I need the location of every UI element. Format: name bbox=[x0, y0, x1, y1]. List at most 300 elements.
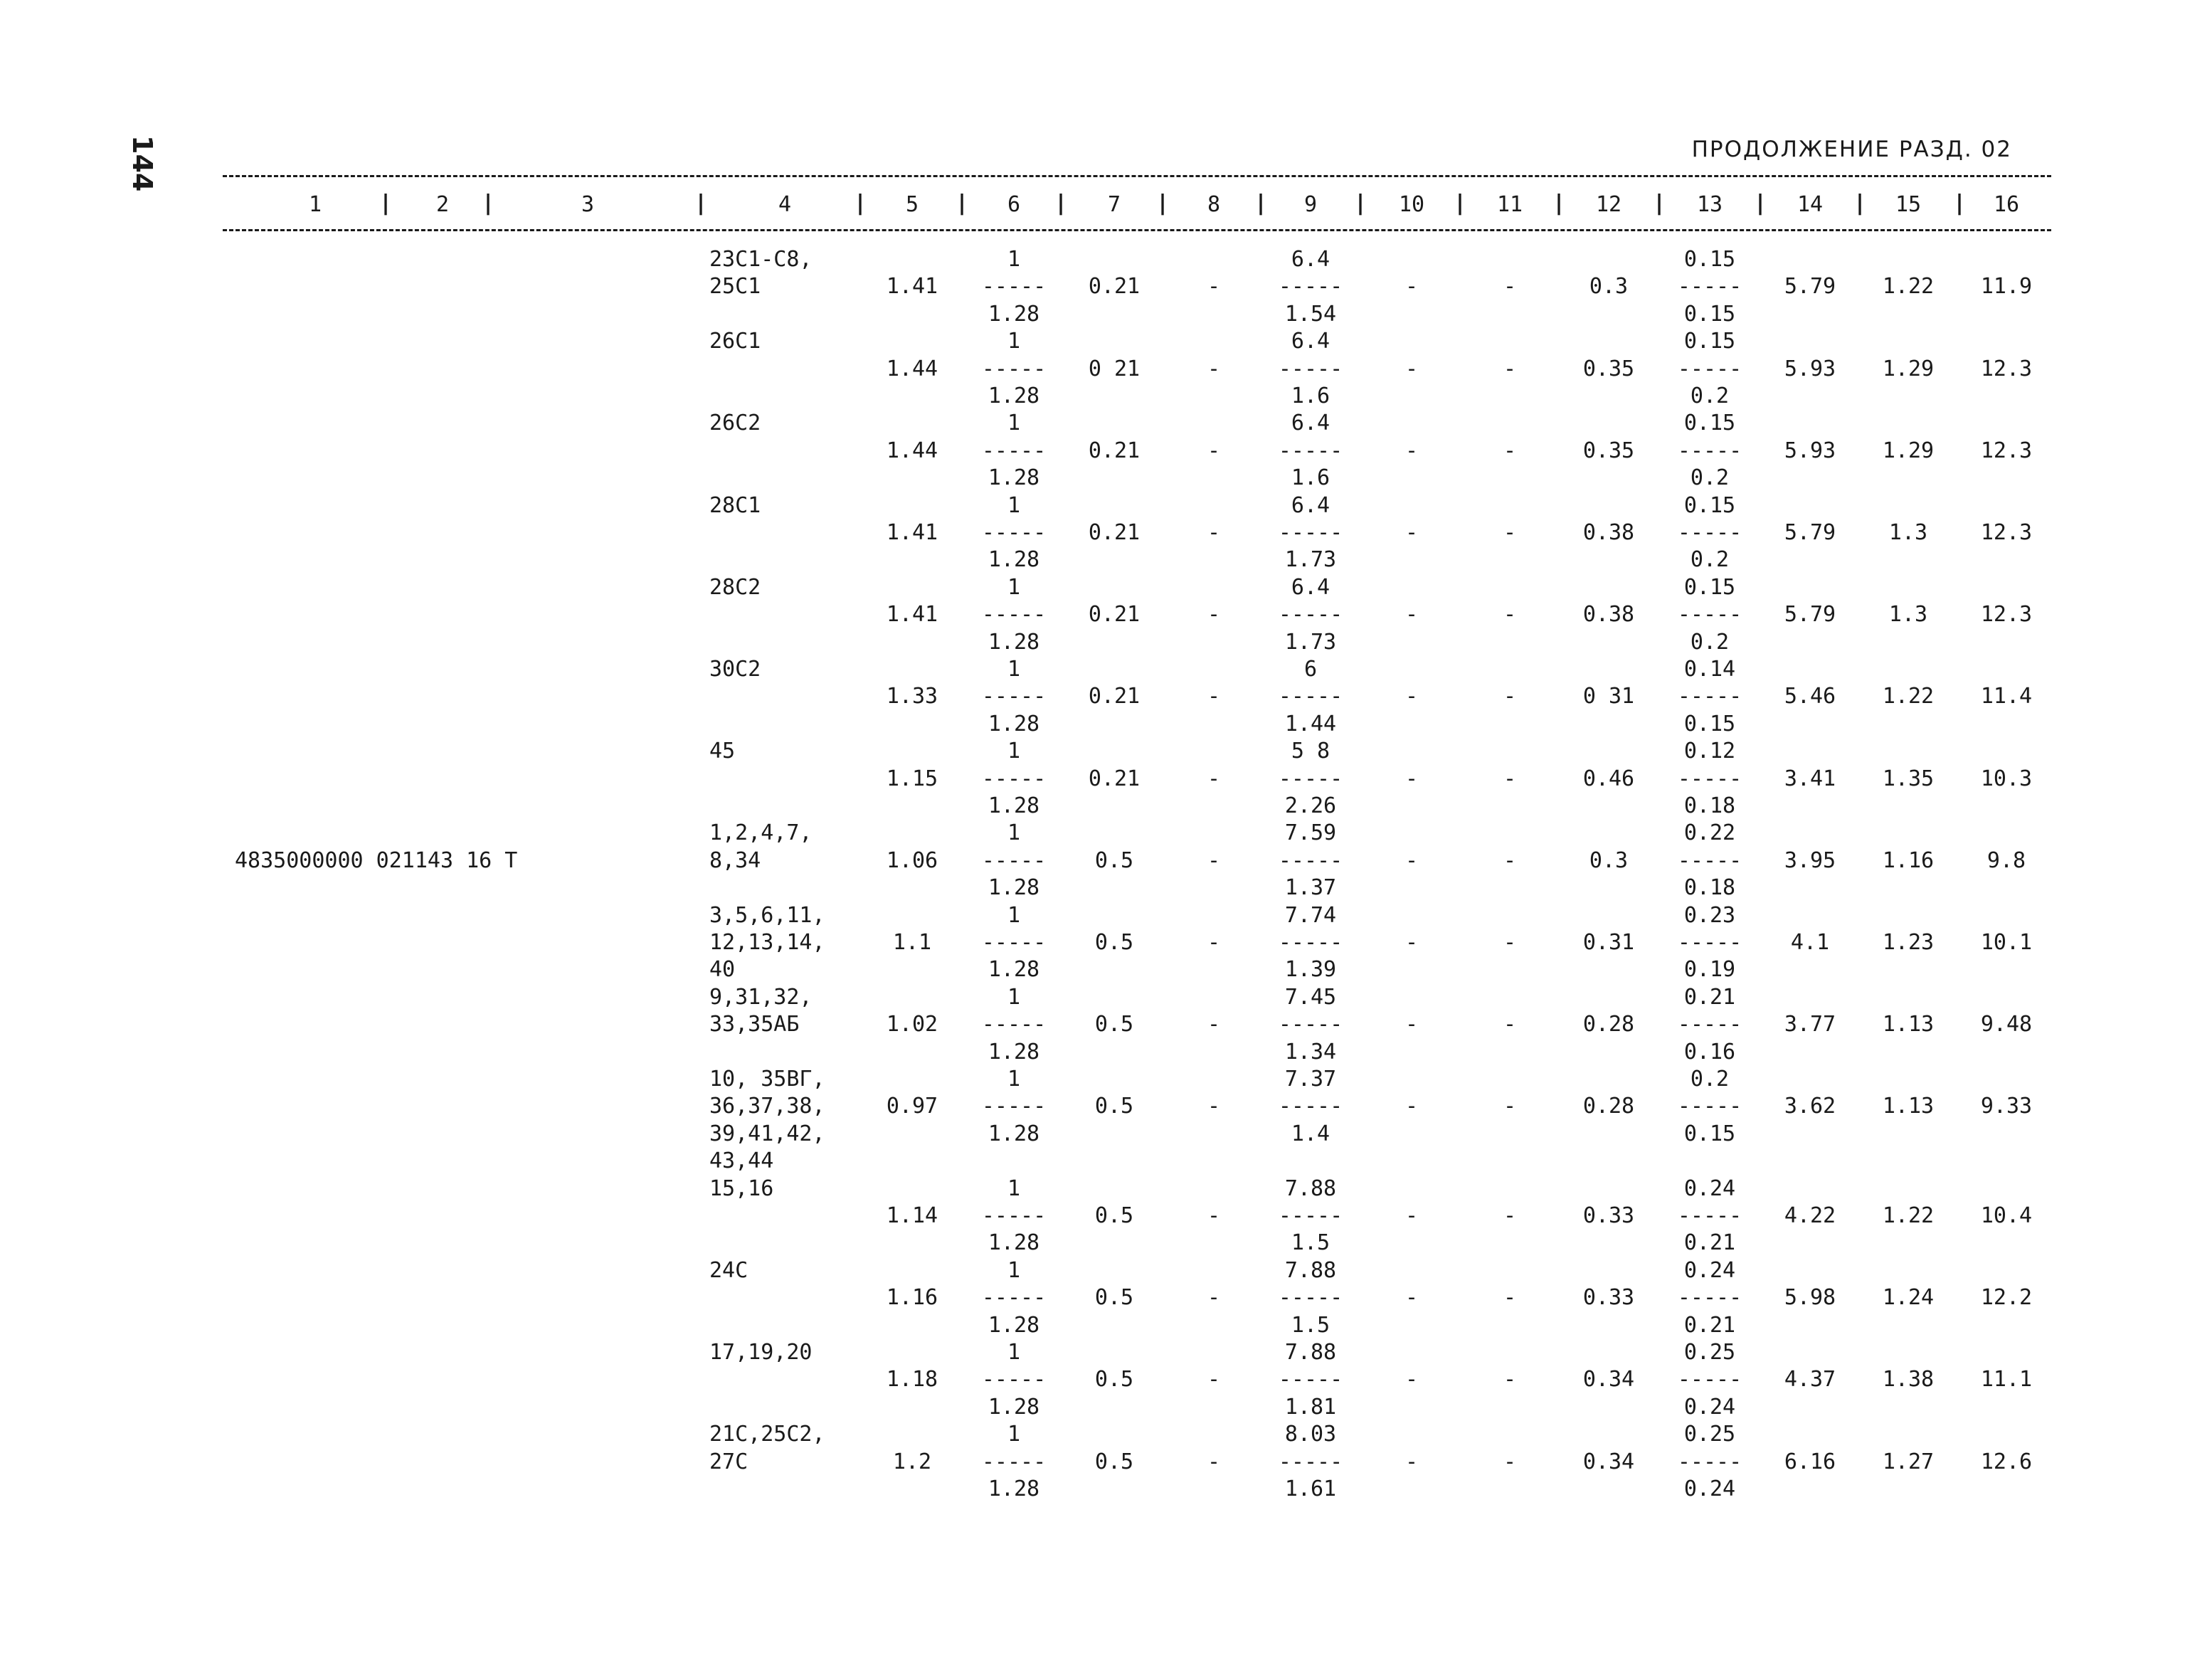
fraction-col6: 1.28 bbox=[988, 301, 1040, 327]
fraction-col6: 1.28 bbox=[988, 711, 1040, 736]
column-header-10: 10 bbox=[1398, 192, 1425, 217]
cell-col7: 0.21 bbox=[1088, 520, 1141, 545]
fraction-col9: 1.54 bbox=[1284, 301, 1337, 327]
fraction-col13: 0.15 bbox=[1683, 574, 1736, 600]
cell-col16: 12.3 bbox=[1980, 520, 2033, 545]
cell-col8: - bbox=[1207, 520, 1221, 545]
fraction-col9: ----- bbox=[1278, 930, 1343, 955]
cell-col5: 0.97 bbox=[886, 1094, 938, 1119]
cell-col10: - bbox=[1404, 1285, 1419, 1311]
cell-col12: 0.38 bbox=[1582, 520, 1635, 545]
column-header-14: 14 bbox=[1797, 192, 1824, 217]
fraction-col9: 7.88 bbox=[1284, 1257, 1337, 1283]
fraction-col13: ----- bbox=[1677, 1012, 1742, 1037]
item-label: 30С2 bbox=[709, 657, 761, 682]
cell-col8: - bbox=[1207, 1012, 1221, 1037]
fraction-col6: 1.28 bbox=[988, 629, 1040, 655]
cell-col12: 0.3 bbox=[1589, 274, 1629, 300]
fraction-col9: ----- bbox=[1278, 1203, 1343, 1228]
cell-col15: 1.23 bbox=[1882, 930, 1935, 955]
item-label: 33,35АБ bbox=[709, 1012, 800, 1037]
cell-col7: 0.5 bbox=[1094, 930, 1134, 955]
fraction-col9: 2.26 bbox=[1284, 793, 1337, 818]
cell-col16: 10.4 bbox=[1980, 1203, 2033, 1228]
fraction-col9: 6.4 bbox=[1291, 329, 1330, 354]
fraction-col6: 1.28 bbox=[988, 384, 1040, 408]
fraction-col13: 0.21 bbox=[1683, 1230, 1736, 1256]
fraction-col13: ----- bbox=[1677, 274, 1742, 300]
cell-col14: 6.16 bbox=[1784, 1449, 1836, 1474]
cell-col5: 1.1 bbox=[892, 930, 932, 955]
cell-col7: 0 21 bbox=[1088, 356, 1141, 381]
fraction-col13: 0.2 bbox=[1690, 384, 1730, 408]
cell-col11: - bbox=[1503, 766, 1517, 791]
fraction-col13: ----- bbox=[1677, 930, 1742, 955]
fraction-col9: 1.44 bbox=[1284, 711, 1337, 736]
fraction-col6: ----- bbox=[981, 930, 1047, 955]
cell-col7: 0.5 bbox=[1094, 1367, 1134, 1393]
fraction-col6: ----- bbox=[981, 766, 1047, 791]
page-number: 144 bbox=[127, 135, 158, 192]
cell-col12: 0.46 bbox=[1582, 766, 1635, 791]
cell-col15: 1.29 bbox=[1882, 438, 1935, 463]
cell-col11: - bbox=[1503, 847, 1517, 873]
column-separator: | bbox=[853, 191, 867, 216]
column-separator: | bbox=[1952, 191, 1967, 216]
cell-col7: 0.21 bbox=[1088, 274, 1141, 300]
fraction-col9: ----- bbox=[1278, 438, 1343, 463]
item-label: 8,34 bbox=[709, 847, 761, 873]
fraction-col6: 1 bbox=[1007, 492, 1021, 518]
fraction-col6: 1 bbox=[1007, 329, 1021, 354]
fraction-col13: ----- bbox=[1677, 356, 1742, 381]
fraction-col9: ----- bbox=[1278, 356, 1343, 381]
group-code: 4835000000 021143 16 T bbox=[235, 847, 518, 873]
fraction-col13: 0.2 bbox=[1690, 629, 1730, 655]
cell-col16: 11.9 bbox=[1980, 274, 2033, 300]
fraction-col9: 6.4 bbox=[1291, 247, 1330, 272]
cell-col8: - bbox=[1207, 602, 1221, 628]
item-label: 36,37,38, bbox=[709, 1094, 825, 1119]
cell-col15: 1.38 bbox=[1882, 1367, 1935, 1393]
fraction-col9: 6.4 bbox=[1291, 574, 1330, 600]
fraction-col13: 0.2 bbox=[1690, 1067, 1730, 1092]
cell-col10: - bbox=[1404, 930, 1419, 955]
cell-col16: 9.48 bbox=[1980, 1012, 2033, 1037]
cell-col12: 0.34 bbox=[1582, 1367, 1635, 1393]
cell-col14: 5.79 bbox=[1784, 520, 1836, 545]
fraction-col13: 0.21 bbox=[1683, 1312, 1736, 1338]
fraction-col13: ----- bbox=[1677, 520, 1742, 545]
fraction-col13: 0.15 bbox=[1683, 1121, 1736, 1146]
item-label: 27С bbox=[709, 1449, 748, 1474]
fraction-col6: ----- bbox=[981, 520, 1047, 545]
fraction-col9: ----- bbox=[1278, 520, 1343, 545]
column-separator: | bbox=[1552, 191, 1566, 216]
cell-col8: - bbox=[1207, 1285, 1221, 1311]
fraction-col9: 7.37 bbox=[1284, 1067, 1337, 1092]
fraction-col6: 1 bbox=[1007, 574, 1021, 600]
fraction-col9: ----- bbox=[1278, 1449, 1343, 1474]
cell-col14: 3.41 bbox=[1784, 766, 1836, 791]
cell-col12: 0.38 bbox=[1582, 602, 1635, 628]
cell-col11: - bbox=[1503, 930, 1517, 955]
cell-col8: - bbox=[1207, 274, 1221, 300]
cell-col5: 1.15 bbox=[886, 766, 938, 791]
fraction-col13: 0.19 bbox=[1683, 957, 1736, 983]
cell-col8: - bbox=[1207, 356, 1221, 381]
column-header-15: 15 bbox=[1895, 192, 1922, 217]
fraction-col6: 1.28 bbox=[988, 793, 1040, 818]
fraction-col9: 1.4 bbox=[1291, 1121, 1330, 1146]
fraction-col6: 1 bbox=[1007, 1422, 1021, 1447]
cell-col14: 5.79 bbox=[1784, 274, 1836, 300]
column-header-5: 5 bbox=[905, 192, 919, 217]
cell-col8: - bbox=[1207, 930, 1221, 955]
item-label: 25С1 bbox=[709, 274, 761, 300]
item-label: 45 bbox=[709, 739, 736, 764]
cell-col5: 1.41 bbox=[886, 274, 938, 300]
fraction-col9: ----- bbox=[1278, 847, 1343, 873]
cell-col12: 0.33 bbox=[1582, 1285, 1635, 1311]
cell-col14: 5.93 bbox=[1784, 356, 1836, 381]
fraction-col9: 7.45 bbox=[1284, 984, 1337, 1010]
section-title: ПРОДОЛЖЕНИЕ РАЗД. 02 bbox=[1691, 137, 2012, 162]
fraction-col6: ----- bbox=[981, 438, 1047, 463]
cell-col11: - bbox=[1503, 356, 1517, 381]
cell-col11: - bbox=[1503, 1367, 1517, 1393]
fraction-col9: 8.03 bbox=[1284, 1422, 1337, 1447]
cell-col8: - bbox=[1207, 1094, 1221, 1119]
cell-col14: 3.95 bbox=[1784, 847, 1836, 873]
cell-col5: 1.44 bbox=[886, 438, 938, 463]
cell-col12: 0.35 bbox=[1582, 438, 1635, 463]
fraction-col9: ----- bbox=[1278, 766, 1343, 791]
column-header-3: 3 bbox=[581, 192, 595, 217]
cell-col14: 5.93 bbox=[1784, 438, 1836, 463]
cell-col5: 1.14 bbox=[886, 1203, 938, 1228]
cell-col15: 1.16 bbox=[1882, 847, 1935, 873]
fraction-col13: 0.24 bbox=[1683, 1394, 1736, 1420]
cell-col14: 4.37 bbox=[1784, 1367, 1836, 1393]
cell-col11: - bbox=[1503, 1012, 1517, 1037]
cell-col14: 5.46 bbox=[1784, 684, 1836, 709]
cell-col10: - bbox=[1404, 1203, 1419, 1228]
column-separator: | bbox=[694, 191, 708, 216]
cell-col12: 0.35 bbox=[1582, 356, 1635, 381]
fraction-col9: 1.5 bbox=[1291, 1230, 1330, 1256]
column-header-1: 1 bbox=[308, 192, 322, 217]
cell-col7: 0.5 bbox=[1094, 1094, 1134, 1119]
cell-col7: 0.5 bbox=[1094, 1449, 1134, 1474]
column-separator: | bbox=[1254, 191, 1268, 216]
fraction-col9: ----- bbox=[1278, 684, 1343, 709]
cell-col16: 9.8 bbox=[1986, 847, 2026, 873]
column-header-9: 9 bbox=[1303, 192, 1318, 217]
fraction-col13: 0.24 bbox=[1683, 1476, 1736, 1501]
fraction-col9: ----- bbox=[1278, 1012, 1343, 1037]
cell-col10: - bbox=[1404, 602, 1419, 628]
cell-col11: - bbox=[1503, 274, 1517, 300]
fraction-col13: 0.14 bbox=[1683, 657, 1736, 682]
cell-col16: 12.2 bbox=[1980, 1285, 2033, 1311]
cell-col12: 0.31 bbox=[1582, 930, 1635, 955]
cell-col15: 1.3 bbox=[1888, 602, 1928, 628]
fraction-col9: 1.34 bbox=[1284, 1039, 1337, 1064]
cell-col15: 1.27 bbox=[1882, 1449, 1935, 1474]
cell-col15: 1.13 bbox=[1882, 1012, 1935, 1037]
fraction-col6: 1.28 bbox=[988, 957, 1040, 983]
cell-col10: - bbox=[1404, 520, 1419, 545]
fraction-col13: ----- bbox=[1677, 684, 1742, 709]
cell-col14: 4.1 bbox=[1790, 930, 1830, 955]
fraction-col13: 0.15 bbox=[1683, 329, 1736, 354]
fraction-col6: ----- bbox=[981, 1367, 1047, 1393]
cell-col15: 1.29 bbox=[1882, 356, 1935, 381]
column-header-11: 11 bbox=[1496, 192, 1523, 217]
item-label: 12,13,14, bbox=[709, 930, 825, 955]
cell-col8: - bbox=[1207, 847, 1221, 873]
fraction-col9: 1.73 bbox=[1284, 629, 1337, 655]
item-label: 24С bbox=[709, 1257, 748, 1283]
cell-col10: - bbox=[1404, 1367, 1419, 1393]
fraction-col6: ----- bbox=[981, 1203, 1047, 1228]
cell-col7: 0.5 bbox=[1094, 1203, 1134, 1228]
cell-col11: - bbox=[1503, 438, 1517, 463]
cell-col11: - bbox=[1503, 1285, 1517, 1311]
cell-col5: 1.41 bbox=[886, 602, 938, 628]
fraction-col13: 0.24 bbox=[1683, 1257, 1736, 1283]
cell-col16: 9.33 bbox=[1980, 1094, 2033, 1119]
column-separator: | bbox=[1353, 191, 1367, 216]
item-label: 3,5,6,11, bbox=[709, 902, 825, 928]
fraction-col6: 1.28 bbox=[988, 465, 1040, 491]
fraction-col13: 0.21 bbox=[1683, 984, 1736, 1010]
item-label: 17,19,20 bbox=[709, 1340, 813, 1365]
fraction-col13: 0.12 bbox=[1683, 739, 1736, 764]
cell-col8: - bbox=[1207, 1449, 1221, 1474]
fraction-col6: ----- bbox=[981, 274, 1047, 300]
column-separator: | bbox=[955, 191, 969, 216]
fraction-col9: ----- bbox=[1278, 602, 1343, 628]
cell-col16: 11.1 bbox=[1980, 1367, 2033, 1393]
fraction-col6: 1 bbox=[1007, 1176, 1021, 1201]
fraction-col13: 0.15 bbox=[1683, 411, 1736, 436]
fraction-col9: 1.81 bbox=[1284, 1394, 1337, 1420]
cell-col16: 10.3 bbox=[1980, 766, 2033, 791]
column-header-16: 16 bbox=[1993, 192, 2020, 217]
fraction-col9: 1.6 bbox=[1291, 384, 1330, 408]
cell-col5: 1.16 bbox=[886, 1285, 938, 1311]
fraction-col6: ----- bbox=[981, 356, 1047, 381]
fraction-col9: ----- bbox=[1278, 1285, 1343, 1311]
fraction-col13: 0.2 bbox=[1690, 465, 1730, 491]
column-header-7: 7 bbox=[1107, 192, 1121, 217]
cell-col15: 1.35 bbox=[1882, 766, 1935, 791]
column-separator: | bbox=[1652, 191, 1666, 216]
fraction-col9: ----- bbox=[1278, 274, 1343, 300]
cell-col16: 12.3 bbox=[1980, 438, 2033, 463]
column-separator: | bbox=[1453, 191, 1467, 216]
fraction-col13: ----- bbox=[1677, 1449, 1742, 1474]
fraction-col13: 0.25 bbox=[1683, 1422, 1736, 1447]
fraction-col13: 0.15 bbox=[1683, 301, 1736, 327]
cell-col8: - bbox=[1207, 766, 1221, 791]
fraction-col9: 6 bbox=[1303, 657, 1318, 682]
cell-col16: 11.4 bbox=[1980, 684, 2033, 709]
cell-col12: 0.3 bbox=[1589, 847, 1629, 873]
cell-col15: 1.22 bbox=[1882, 1203, 1935, 1228]
item-label: 43,44 bbox=[709, 1148, 774, 1174]
fraction-col13: ----- bbox=[1677, 1203, 1742, 1228]
cell-col5: 1.44 bbox=[886, 356, 938, 381]
cell-col5: 1.02 bbox=[886, 1012, 938, 1037]
cell-col5: 1.41 bbox=[886, 520, 938, 545]
column-header-12: 12 bbox=[1595, 192, 1622, 217]
fraction-col6: ----- bbox=[981, 602, 1047, 628]
fraction-col6: 1.28 bbox=[988, 1230, 1040, 1256]
cell-col15: 1.13 bbox=[1882, 1094, 1935, 1119]
fraction-col13: ----- bbox=[1677, 438, 1742, 463]
cell-col8: - bbox=[1207, 1203, 1221, 1228]
column-separator: | bbox=[1155, 191, 1170, 216]
cell-col11: - bbox=[1503, 520, 1517, 545]
fraction-col9: 7.88 bbox=[1284, 1176, 1337, 1201]
column-header-8: 8 bbox=[1207, 192, 1221, 217]
fraction-col9: 1.6 bbox=[1291, 465, 1330, 491]
cell-col11: - bbox=[1503, 602, 1517, 628]
item-label: 9,31,32, bbox=[709, 984, 813, 1010]
fraction-col9: 6.4 bbox=[1291, 492, 1330, 518]
fraction-col9: 1.39 bbox=[1284, 957, 1337, 983]
fraction-col13: ----- bbox=[1677, 1094, 1742, 1119]
fraction-col6: 1.28 bbox=[988, 875, 1040, 901]
cell-col12: 0.28 bbox=[1582, 1012, 1635, 1037]
cell-col14: 5.79 bbox=[1784, 602, 1836, 628]
cell-col16: 12.6 bbox=[1980, 1449, 2033, 1474]
fraction-col6: ----- bbox=[981, 1094, 1047, 1119]
fraction-col9: 7.74 bbox=[1284, 902, 1337, 928]
cell-col7: 0.21 bbox=[1088, 766, 1141, 791]
fraction-col9: ----- bbox=[1278, 1094, 1343, 1119]
fraction-col13: 0.22 bbox=[1683, 820, 1736, 846]
cell-col10: - bbox=[1404, 1449, 1419, 1474]
cell-col7: 0.21 bbox=[1088, 602, 1141, 628]
cell-col14: 3.62 bbox=[1784, 1094, 1836, 1119]
column-header-4: 4 bbox=[778, 192, 792, 217]
cell-col16: 12.3 bbox=[1980, 602, 2033, 628]
cell-col15: 1.22 bbox=[1882, 274, 1935, 300]
cell-col10: - bbox=[1404, 684, 1419, 709]
cell-col5: 1.06 bbox=[886, 847, 938, 873]
fraction-col6: 1.28 bbox=[988, 1312, 1040, 1338]
fraction-col13: 0.18 bbox=[1683, 793, 1736, 818]
item-label: 26С2 bbox=[709, 411, 761, 436]
column-separator: | bbox=[379, 191, 393, 216]
fraction-col9: 5 8 bbox=[1291, 739, 1330, 764]
fraction-col9: 6.4 bbox=[1291, 411, 1330, 436]
cell-col7: 0.5 bbox=[1094, 1012, 1134, 1037]
cell-col8: - bbox=[1207, 1367, 1221, 1393]
cell-col7: 0.5 bbox=[1094, 1285, 1134, 1311]
fraction-col6: 1 bbox=[1007, 657, 1021, 682]
cell-col16: 10.1 bbox=[1980, 930, 2033, 955]
fraction-col6: 1.28 bbox=[988, 1039, 1040, 1064]
fraction-col6: 1 bbox=[1007, 984, 1021, 1010]
cell-col14: 5.98 bbox=[1784, 1285, 1836, 1311]
cell-col10: - bbox=[1404, 438, 1419, 463]
fraction-col6: ----- bbox=[981, 1449, 1047, 1474]
fraction-col6: 1 bbox=[1007, 1257, 1021, 1283]
fraction-col6: 1 bbox=[1007, 902, 1021, 928]
column-separator: | bbox=[1054, 191, 1068, 216]
column-separator: | bbox=[481, 191, 495, 216]
cell-col8: - bbox=[1207, 684, 1221, 709]
fraction-col6: 1.28 bbox=[988, 1394, 1040, 1420]
fraction-col13: 0.15 bbox=[1683, 711, 1736, 736]
fraction-col6: ----- bbox=[981, 847, 1047, 873]
fraction-col6: ----- bbox=[981, 1012, 1047, 1037]
item-label: 26С1 bbox=[709, 329, 761, 354]
cell-col11: - bbox=[1503, 1094, 1517, 1119]
cell-col10: - bbox=[1404, 766, 1419, 791]
item-label: 15,16 bbox=[709, 1176, 774, 1201]
cell-col10: - bbox=[1404, 1012, 1419, 1037]
item-label: 23С1-С8, bbox=[709, 247, 813, 272]
fraction-col13: ----- bbox=[1677, 602, 1742, 628]
fraction-col9: 1.5 bbox=[1291, 1312, 1330, 1338]
item-label: 40 bbox=[709, 957, 736, 983]
cell-col15: 1.22 bbox=[1882, 684, 1935, 709]
cell-col12: 0.28 bbox=[1582, 1094, 1635, 1119]
column-separator: | bbox=[1753, 191, 1767, 216]
header-top-rule bbox=[223, 175, 2051, 177]
item-label: 10, 35ВГ, bbox=[709, 1067, 825, 1092]
item-label: 28С2 bbox=[709, 574, 761, 600]
fraction-col13: ----- bbox=[1677, 766, 1742, 791]
fraction-col6: ----- bbox=[981, 1285, 1047, 1311]
fraction-col13: 0.2 bbox=[1690, 547, 1730, 573]
cell-col14: 3.77 bbox=[1784, 1012, 1836, 1037]
fraction-col13: 0.25 bbox=[1683, 1340, 1736, 1365]
item-label: 21С,25С2, bbox=[709, 1422, 825, 1447]
fraction-col6: 1 bbox=[1007, 1340, 1021, 1365]
fraction-col9: 1.37 bbox=[1284, 875, 1337, 901]
cell-col15: 1.3 bbox=[1888, 520, 1928, 545]
fraction-col6: ----- bbox=[981, 684, 1047, 709]
fraction-col13: ----- bbox=[1677, 847, 1742, 873]
fraction-col9: 7.59 bbox=[1284, 820, 1337, 846]
column-header-2: 2 bbox=[435, 192, 450, 217]
cell-col11: - bbox=[1503, 684, 1517, 709]
cell-col5: 1.2 bbox=[892, 1449, 932, 1474]
fraction-col13: ----- bbox=[1677, 1285, 1742, 1311]
column-header-6: 6 bbox=[1007, 192, 1021, 217]
fraction-col13: 0.24 bbox=[1683, 1176, 1736, 1201]
fraction-col6: 1.28 bbox=[988, 547, 1040, 573]
cell-col7: 0.5 bbox=[1094, 847, 1134, 873]
cell-col10: - bbox=[1404, 847, 1419, 873]
fraction-col9: 1.73 bbox=[1284, 547, 1337, 573]
fraction-col9: 1.61 bbox=[1284, 1476, 1337, 1501]
fraction-col9: 7.88 bbox=[1284, 1340, 1337, 1365]
fraction-col6: 1 bbox=[1007, 247, 1021, 272]
cell-col7: 0.21 bbox=[1088, 438, 1141, 463]
fraction-col13: 0.15 bbox=[1683, 247, 1736, 272]
fraction-col6: 1 bbox=[1007, 739, 1021, 764]
fraction-col6: 1 bbox=[1007, 1067, 1021, 1092]
cell-col11: - bbox=[1503, 1449, 1517, 1474]
